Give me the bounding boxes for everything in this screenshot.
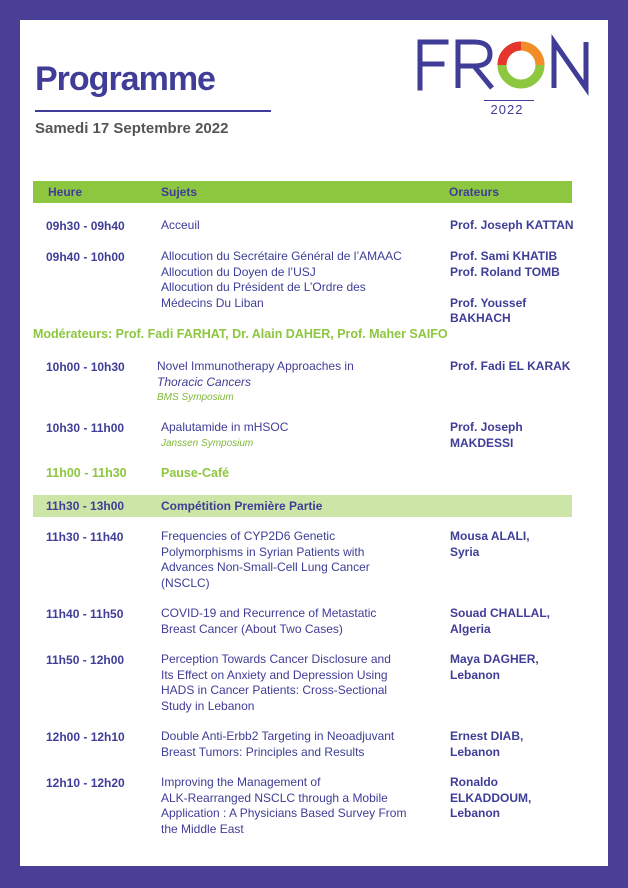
subject-line: Frequencies of CYP2D6 Genetic [161, 529, 336, 543]
row-time: 09h30 - 09h40 [46, 219, 125, 233]
logo-divider [484, 100, 534, 101]
subject-line: Breast Cancer (About Two Cases) [161, 621, 343, 636]
row-subject [161, 218, 436, 234]
speaker-line: Prof. Sami KHATIB [450, 249, 558, 263]
row-subject [161, 420, 436, 451]
row-time: 11h30 - 11h40 [46, 530, 124, 544]
speaker-line: Lebanon [450, 744, 500, 759]
row-subject [157, 359, 432, 406]
subject-line: Apalutamide in mHSOC [161, 420, 289, 434]
subject-line: Double Anti-Erbb2 Targeting in Neoadjuvant [161, 729, 395, 743]
subject-line: Allocution du Doyen de l’USJ [161, 264, 316, 279]
subject-line: Polymorphisms in Syrian Patients with [161, 544, 365, 559]
row-subject [161, 652, 436, 714]
section-time: 11h30 - 13h00 [46, 499, 125, 513]
event-date: Samedi 17 Septembre 2022 [35, 120, 229, 137]
table-header [33, 181, 572, 203]
row-speaker [450, 652, 580, 683]
row-speaker [450, 729, 580, 760]
row-speaker [450, 529, 580, 560]
subject-line: HADS in Cancer Patients: Cross-Sectional [161, 683, 388, 697]
speaker-line: Maya DAGHER, [450, 652, 539, 666]
pause-label: Pause-Café [161, 466, 230, 480]
row-time: 10h30 - 11h00 [46, 421, 125, 435]
header-time: Heure [48, 185, 83, 199]
speaker-line: Prof. Youssef BAKHACH [450, 295, 527, 325]
subject-line: Novel Immunotherapy Approaches in [157, 359, 354, 373]
fron-logo [412, 34, 602, 124]
subject-line: Advances Non-Small-Cell Lung Cancer [161, 560, 370, 574]
speaker-line: Prof. Roland TOMB [450, 264, 560, 279]
row-speaker: Prof. Fadi EL KARAK [450, 359, 571, 373]
sponsor-label: BMS Symposium [157, 392, 234, 403]
speaker-line: Lebanon [450, 667, 500, 682]
logo-year: 2022 [490, 102, 524, 117]
subject-line: Improving the Management of [161, 775, 321, 789]
speaker-line: Souad CHALLAL, [450, 606, 550, 620]
speaker-line: Mousa ALALI, [450, 529, 530, 543]
subject-line: Allocution du Président de L’Ordre des [161, 280, 366, 294]
subject-line: Application : A Physicians Based Survey From [161, 806, 407, 820]
row-speaker [450, 775, 580, 822]
header-speakers: Orateurs [449, 185, 500, 199]
header-subject: Sujets [161, 185, 198, 199]
subject-line: Perception Towards Cancer Disclosure and [161, 652, 391, 666]
subject-line: the Middle East [161, 821, 244, 836]
page-title: Programme [35, 60, 215, 98]
section-header [33, 495, 572, 517]
title-underline [35, 110, 271, 112]
speaker-line: Ernest DIAB, [450, 729, 524, 743]
row-subject [161, 249, 436, 311]
subject-line: Médecins Du Liban [161, 295, 264, 310]
speaker-line: Ronaldo ELKADDOUM, [450, 775, 532, 805]
row-subject [161, 606, 436, 637]
subject-line: Allocution du Secrétaire Général de l’AMAAC [161, 249, 402, 263]
subject-line: Study in Lebanon [161, 698, 255, 713]
row-subject [161, 529, 436, 591]
row-time: 09h40 - 10h00 [46, 250, 125, 264]
row-time: 12h00 - 12h10 [46, 730, 125, 744]
row-time: 10h00 - 10h30 [46, 360, 125, 374]
row-subject [161, 775, 436, 837]
section-label: Compétition Première Partie [161, 499, 323, 513]
speaker-line: Syria [450, 544, 480, 559]
fron-logo-mark [412, 34, 602, 100]
speaker-line: Lebanon [450, 806, 500, 820]
row-time: 11h50 - 12h00 [46, 653, 125, 667]
pause-time: 11h00 - 11h30 [46, 466, 127, 480]
speaker-line: Algeria [450, 621, 491, 636]
row-time: 11h40 - 11h50 [46, 607, 124, 621]
subject-line: Acceuil [161, 218, 200, 232]
speaker-spacer [450, 280, 580, 296]
moderators: Modérateurs: Prof. Fadi FARHAT, Dr. Alain DAHER, Prof. Maher SAIFO [33, 327, 448, 341]
speaker-line: Prof. Joseph KATTAN [450, 218, 574, 232]
row-subject [161, 729, 436, 760]
subject-line: (NSCLC) [161, 575, 210, 590]
subject-line: COVID-19 and Recurrence of Metastatic [161, 606, 377, 620]
subject-line: Thoracic Cancers [157, 374, 252, 389]
subject-line: ALK-Rearranged NSCLC through a Mobile [161, 790, 388, 805]
row-time: 12h10 - 12h20 [46, 776, 125, 790]
row-speaker: Prof. Joseph MAKDESSI [450, 420, 523, 450]
row-speaker [450, 218, 580, 234]
programme-page [20, 20, 608, 866]
sponsor-label: Janssen Symposium [161, 437, 254, 449]
subject-line: Breast Tumors: Principles and Results [161, 744, 365, 759]
row-speaker [450, 249, 580, 327]
row-speaker [450, 606, 580, 637]
subject-line: Its Effect on Anxiety and Depression Using [161, 667, 388, 682]
